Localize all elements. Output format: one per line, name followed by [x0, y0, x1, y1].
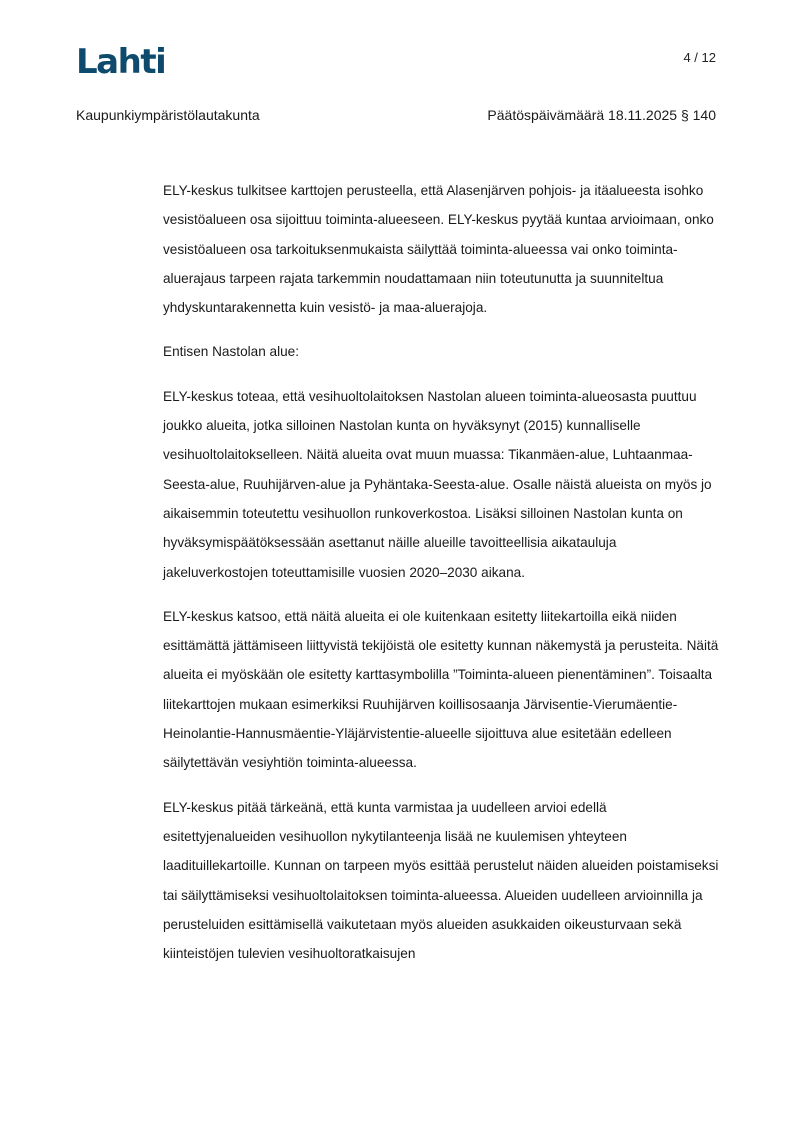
decision-date: Päätöspäivämäärä 18.11.2025 § 140 — [487, 107, 716, 123]
paragraph: ELY-keskus toteaa, että vesihuoltolaitoksen Nastolan alueen toiminta-alueosasta puuttuu joukko alueita, jotka silloinen Nastolan kunta on hyväksynyt (2015) kunnalliselle vesihuoltolaitokselleen. Näitä alueita ovat muun muassa: Tikanmäen-alue, Luhtaanmaa-Seesta-alue, Ruuhijärven-alue ja Pyhäntaka-Seesta-alue. Osalle näistä alueista on myös jo aikaisemmin toteutettu vesihuollon runkoverkostoa. Lisäksi silloinen Nastolan kunta on hyväksymispäätöksessään asettanut näille alueille tavoitteellisia aikatauluja jakeluverkostojen toteuttamisille vuosien 2020–2030 aikana. — [163, 388, 712, 580]
paragraph: ELY-keskus pitää tärkeänä, että kunta varmistaa ja uudelleen arvioi edellä esitettyjenalueiden vesihuollon nykytilanteenja lisää ne kuulemisen yhteyteen laadituillekartoille. Kunnan on tarpeen myös esittää perustelut näiden alueiden poistamiseksi tai säilyttämiseksi vesihuoltolaitoksen toiminta-alueessa. Alueiden uudelleen arvioinnilla ja perusteluiden esittämisellä vaikutetaan myös alueiden asukkaiden oikeusturvaan sekä kiinteistöjen tulevien vesihuoltoratkaisujen — [163, 799, 719, 962]
document-body — [163, 176, 719, 983]
organization-name: Kaupunkiympäristölautakunta — [76, 107, 260, 123]
paragraph: ELY-keskus katsoo, että näitä alueita ei ole kuitenkaan esitetty liitekartoilla eikä niiden esittämättä jättämiseen liittyvistä tekijöistä ole esitetty kunnan näkemystä ja perusteita. Näitä alueita ei myöskään ole esitetty karttasymbolilla ”Toiminta-alueen pienentäminen”. Toisaalta liitekarttojen mukaan esimerkiksi Ruuhijärven koillisosaanja Järvisentie-Vierumäentie-Heinolantie-Hannusmäentie-Yläjärvistentie-alueelle sijoittuva alue esitetään edelleen säilytettävän vesiyhtiön toiminta-alueessa. — [163, 608, 719, 771]
section-heading: Entisen Nastolan alue: — [163, 344, 300, 360]
paragraph: ELY-keskus tulkitsee karttojen perusteella, että Alasenjärven pohjois- ja itäalueesta isohko vesistöalueen osa sijoittuu toiminta-alueeseen. ELY-keskus pyytää kuntaa arvioimaan, onko vesistöalueen osa tarkoituksenmukaista säilyttää toiminta-alueessa vai onko toiminta-aluerajaus tarpeen rajata tarkemmin noudattamaan niin toteutunutta ja suunniteltua yhdyskuntarakennetta kuin vesistö- ja maa-aluerajoja. — [163, 183, 714, 316]
lahti-logo: Lahti — [76, 42, 166, 82]
page-number: 4 / 12 — [683, 50, 716, 65]
